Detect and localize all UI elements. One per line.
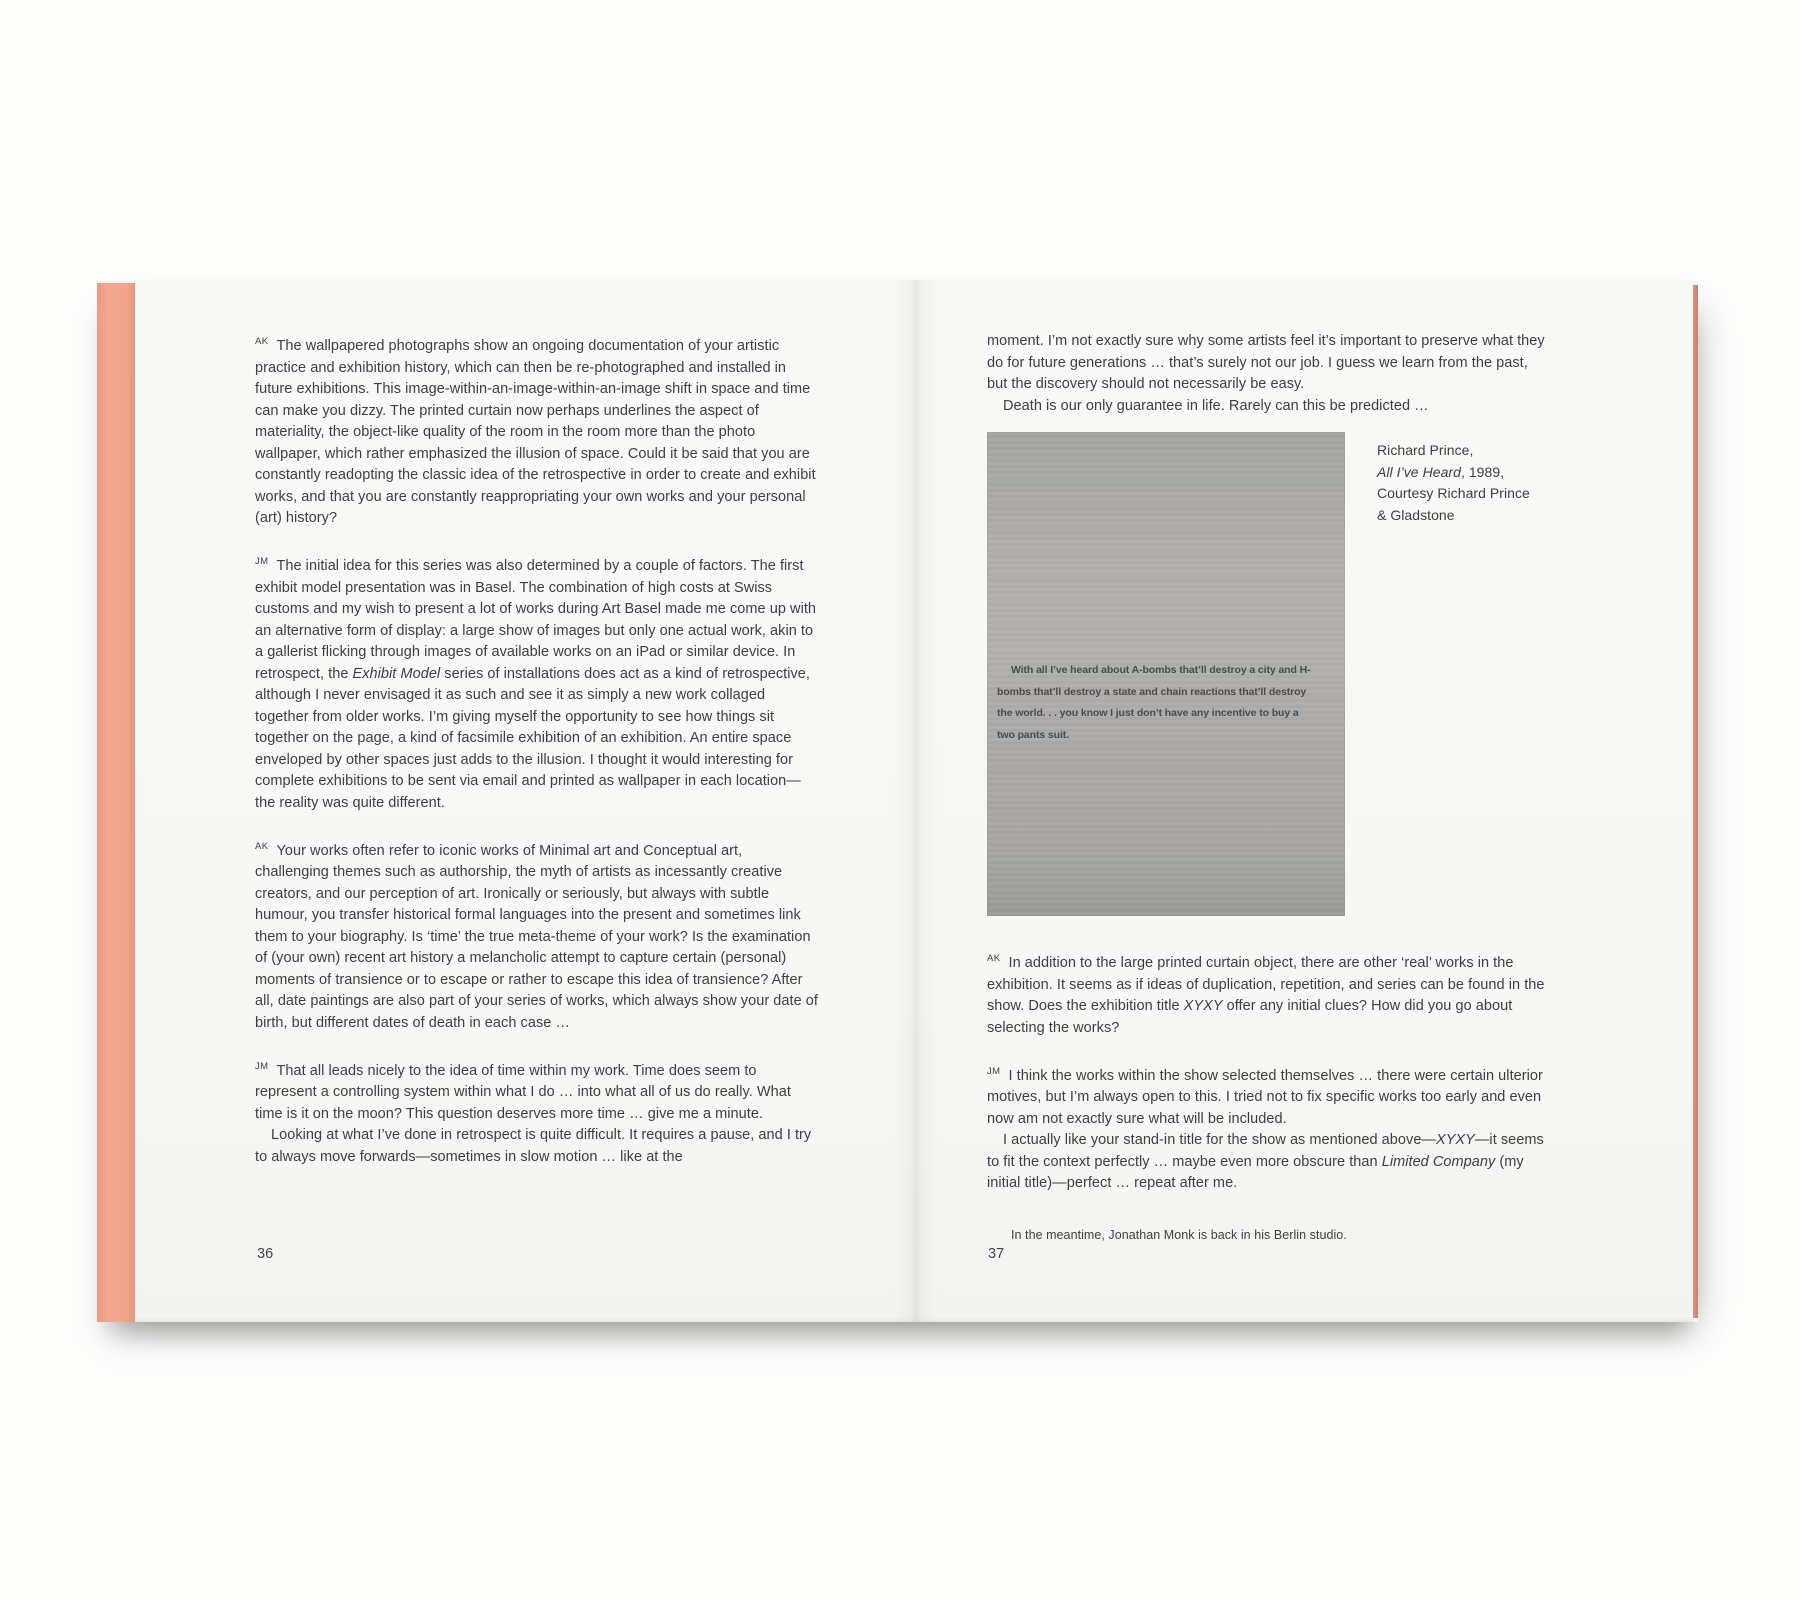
paragraph-jm-initial-idea bbox=[255, 551, 820, 814]
artwork-text-line: With all I’ve heard about A-bombs that’ll destroy a city and H- bbox=[1011, 664, 1311, 676]
paragraph-text: That all leads nicely to the idea of time within my work. Time does seem to represent a controlling system within what I do … into what all of us do really. What time is it on the moon? This question deserves more time … give me a minute. bbox=[255, 1062, 791, 1122]
closing-note: In the meantime, Jonathan Monk is back in his Berlin studio. bbox=[1011, 1227, 1347, 1242]
page-number-right: 37 bbox=[988, 1246, 1005, 1262]
paragraph-text: The wallpapered photographs show an ongoing documentation of your artistic practice and exhibition history, which can then be re-photographed and installed in future exhibitions. This image-within-an-image-within-an-image shift in space and time can make you dizzy. The printed curtain now perhaps underlines the aspect of materiality, the object-like quality of the room in the room more than the photo wallpaper, which rather emphasized the illusion of space. Could it be said that you are constantly readopting the classic idea of the retrospective in order to create and exhibit works, and that you are constantly reappropriating your own works and your personal (art) history? bbox=[255, 338, 816, 526]
artwork-text-line: two pants suit. bbox=[997, 728, 1070, 741]
paragraph-jm-time bbox=[255, 1056, 820, 1169]
artwork-text-line: the world. . . you know I just don’t have any incentive to buy a bbox=[997, 707, 1299, 719]
paragraph-text: (my initial title)—perfect … repeat after me. bbox=[987, 1153, 1524, 1191]
gutter-shadow bbox=[893, 280, 939, 1322]
speaker-initials: JM bbox=[987, 1065, 1001, 1077]
page-number-left: 36 bbox=[257, 1246, 274, 1262]
front-cover-spine bbox=[97, 283, 135, 1322]
italic-title: Limited Company bbox=[1381, 1153, 1496, 1170]
paragraph-text: I actually like your stand-in title for the show as mentioned above— bbox=[1003, 1132, 1436, 1148]
paragraph-text: The initial idea for this series was also determined by a couple of factors. The first exhibit model presentation was in Basel. The combination of high costs at Swiss customs and my wish to present a lot of works during Art Basel made me come up with an alternative form of display: a large show of images but only one actual work, akin to a gallerist flicking through images of available works on an iPad or similar device. In retrospect, the bbox=[255, 558, 817, 682]
back-cover-edge bbox=[1693, 285, 1698, 1318]
caption-gallery: & Gladstone bbox=[1377, 506, 1455, 523]
artwork-text-line: bombs that’ll destroy a state and chain reactions that’ll destroy bbox=[997, 685, 1307, 698]
speaker-initials: JM bbox=[255, 556, 269, 567]
speaker-initials: JM bbox=[255, 1060, 269, 1072]
artwork-block bbox=[987, 432, 1587, 916]
caption-year: , 1989, bbox=[1460, 463, 1505, 480]
paragraph-text: Death is our only guarantee in life. Rarely can this be predicted … bbox=[1003, 397, 1429, 414]
paragraph-text: Looking at what I’ve done in retrospect is quite difficult. It requires a pause, and I try to always move forwards—sometimes in slow motion … like at the bbox=[255, 1127, 812, 1165]
speaker-initials: AK bbox=[255, 336, 269, 347]
caption-title-year bbox=[1377, 462, 1567, 484]
paragraph-text: In addition to the large printed curtain object, there are other ‘real’ works in the exhibition. It seems as if ideas of duplication, repetition, and series can be found in the show. Does the exhibition title bbox=[987, 955, 1545, 1014]
paragraph-ak-your-works bbox=[255, 836, 820, 1035]
paragraph-continuation bbox=[987, 331, 1552, 417]
speaker-initials: AK bbox=[255, 840, 269, 852]
caption-artist: Richard Prince, bbox=[1377, 442, 1474, 458]
paragraph-text: Your works often refer to iconic works of Minimal art and Conceptual art, challenging themes such as authorship, the myth of artists as incessantly creative creators, and our perception of art. Ironically or seriously, but always with subtle humour, you transfer historical formal languages into the present and sometimes link them to your biography. Is ‘time’ the true meta-theme of your work? Is the examination of (your own) recent art history a melancholic attempt to capture certain (personal) moments of transience or to escape or rather to escape this idea of transience? After all, date paintings are also part of your series of works, which always show your date of birth, but different dates of death in each case … bbox=[255, 842, 818, 1031]
italic-title: XYXY bbox=[1435, 1132, 1475, 1148]
speaker-initials: AK bbox=[987, 953, 1001, 964]
paragraph-text: offer any initial clues? How did you go about selecting the works? bbox=[987, 998, 1513, 1036]
left-page-text-column bbox=[255, 331, 820, 1190]
artwork-caption bbox=[1377, 432, 1567, 526]
paragraph-text: series of installations does act as a kind of retrospective, although I never envisaged it as such and see it as simply a new work collaged together from older works. I’m giving myself the opportunity to see how things sit together on the page, a kind of facsimile exhibition of an exhibition. An entire space enveloped by other spaces just adds to the illusion. I thought it would interesting for complete exhibitions to be sent via email and printed as wallpaper in each location—the reality was quite different. bbox=[255, 665, 810, 811]
paragraph-text: —it seems to fit the context perfectly … maybe even more obscure than bbox=[987, 1132, 1544, 1170]
open-book bbox=[97, 280, 1698, 1322]
artwork-image bbox=[987, 432, 1345, 916]
right-page-text-column bbox=[987, 331, 1552, 1243]
paragraph-jm-works-selected bbox=[987, 1061, 1552, 1195]
italic-title: Exhibit Model bbox=[352, 665, 441, 682]
italic-title: XYXY bbox=[1183, 998, 1223, 1014]
paragraph-text: moment. I’m not exactly sure why some artists feel it’s important to preserve what they do for future generations … that’s surely not our job. I guess we learn from the past, but the discovery should not necessarily be easy. bbox=[987, 333, 1545, 392]
artwork-image-text bbox=[997, 660, 1339, 746]
paragraph-text: I think the works within the show selected themselves … there were certain ulterior motives, but I’m always open to this. I tried not to fix specific works too early and even now am not exactly sure what will be included. bbox=[987, 1067, 1543, 1127]
paragraph-ak-in-addition bbox=[987, 948, 1552, 1039]
paragraph-ak-wallpapered bbox=[255, 331, 820, 530]
caption-title: All I’ve Heard bbox=[1377, 463, 1461, 480]
caption-courtesy: Courtesy Richard Prince bbox=[1377, 485, 1530, 501]
